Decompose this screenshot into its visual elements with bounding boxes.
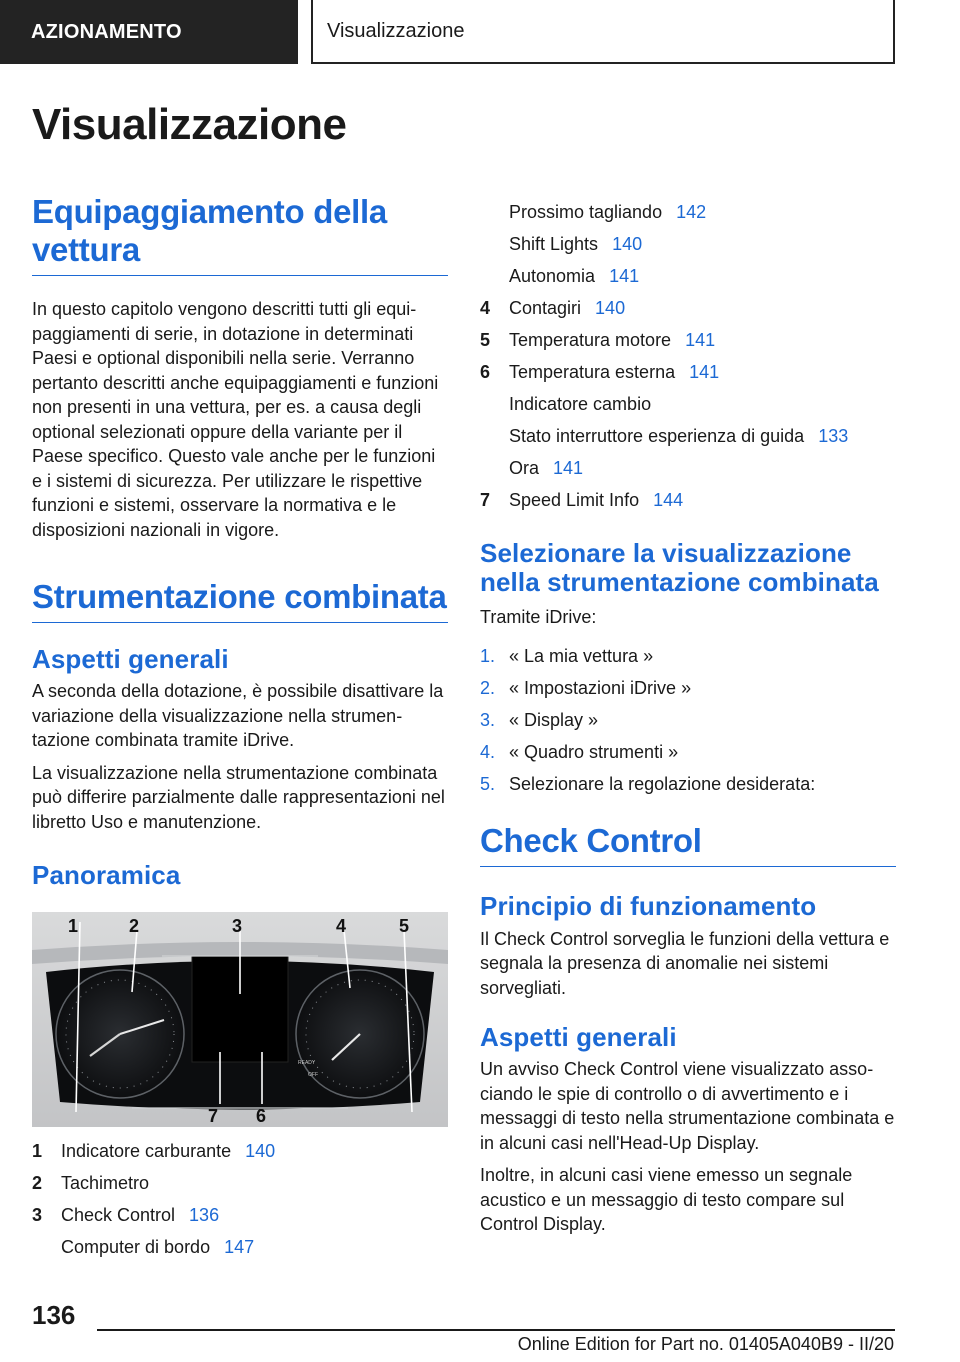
page-reference-link[interactable]: 136: [189, 1205, 220, 1225]
section-tab: [0, 0, 298, 64]
page-reference-link[interactable]: 140: [245, 1141, 276, 1161]
legend-label: Ora: [509, 458, 540, 478]
legend-number: [480, 196, 509, 228]
page-reference-link[interactable]: 140: [612, 234, 643, 254]
legend-text: [509, 292, 896, 324]
legend-label: Prossimo tagliando: [509, 202, 663, 222]
paragraph-tramite: Tramite iDrive:: [480, 607, 597, 627]
heading-strumentazione: Strumentazione combinata: [32, 578, 448, 623]
page-reference-link[interactable]: 141: [689, 362, 720, 382]
legend-number: [480, 260, 509, 292]
heading-panoramica: Panoramica: [32, 860, 181, 890]
heading-selezionare: Selezionare la visualizzazione nella strumentazione combinata: [480, 538, 879, 597]
step-item: [480, 640, 896, 672]
legend-number: 5: [480, 330, 491, 350]
legend-text: [509, 260, 896, 292]
heading-equipaggiamento: Equipaggiamento della vettura: [32, 193, 448, 276]
legend-label: Stato interruttore esperienza di guida: [509, 426, 805, 446]
legend-item: [480, 292, 896, 324]
legend-number: 6: [480, 362, 491, 382]
legend-item: [480, 420, 896, 452]
legend-item: [480, 388, 896, 420]
legend-number: 7: [480, 490, 491, 510]
legend-text: [509, 228, 896, 260]
legend-text: [509, 324, 896, 356]
legend-text: [61, 1167, 448, 1199]
heading-principio: Principio di funzionamento: [480, 890, 817, 921]
legend-item: [32, 1199, 448, 1231]
page-title: Visualizzazione: [32, 100, 347, 149]
callout-5: 5: [399, 916, 410, 936]
footer-edition: Online Edition for Part no. 01405A040B9 - II/20: [517, 1334, 894, 1354]
callout-1: 1: [68, 916, 79, 936]
section-label: AZIONAMENTO: [31, 20, 182, 43]
legend-text: [61, 1135, 448, 1167]
legend-label: Check Control: [61, 1205, 176, 1225]
legend-list-left: [32, 1135, 448, 1263]
legend-text: [61, 1231, 448, 1263]
step-text: « Display »: [509, 709, 599, 730]
callout-2: 2: [129, 916, 140, 936]
paragraph-equipaggiamento: In questo capitolo vengono descritti tutti gli equipaggiamenti di serie, in dotazione in determinati Paesi e optional disponibili nella serie. Verranno pertanto descritti anche equipaggiamenti e funzioni non presenti in una vettura, per es. a causa degli optional selezionati oppure della variante per il Paese specifico. Questo vale anche per le funzioni e i sistemi di sicurezza. Per utilizzare le rispettive funzioni e sistemi, osservare la normativa e le disposizioni nazionali in vigore.: [32, 299, 439, 540]
legend-label: Contagiri: [509, 298, 582, 318]
legend-text: [509, 388, 896, 420]
step-item: [480, 736, 896, 768]
legend-item: [480, 228, 896, 260]
legend-number: [480, 420, 509, 452]
step-text: « La mia vettura »: [509, 645, 654, 666]
step-number: 4.: [480, 741, 496, 762]
paragraph-aspetti-2: La visualizzazione nella strumentazione combinata può differire parzialmente dalle rappresentazioni nel libretto Uso e manutenzione.: [32, 762, 445, 832]
legend-item: [480, 356, 896, 388]
legend-label: Temperatura esterna: [509, 362, 676, 382]
step-text: « Quadro strumenti »: [509, 741, 679, 762]
legend-label: Indicatore cambio: [509, 394, 652, 414]
legend-number: [32, 1231, 61, 1263]
paragraph-aspetti-check-2: Inoltre, in alcuni casi viene emesso un segnale acustico e un messaggio di testo compare sul Control Display.: [480, 1165, 853, 1234]
instrument-cluster-image: [32, 912, 448, 1127]
legend-label: Autonomia: [509, 266, 596, 286]
legend-text: [509, 484, 896, 516]
legend-label: Speed Limit Info: [509, 490, 640, 510]
legend-label: Indicatore carburante: [61, 1141, 232, 1161]
legend-item: [32, 1135, 448, 1167]
legend-number: 3: [32, 1205, 43, 1225]
page-reference-link[interactable]: 147: [224, 1237, 255, 1257]
step-number: 1.: [480, 645, 496, 666]
page-reference-link[interactable]: 140: [595, 298, 626, 318]
heading-check-control: Check Control: [480, 822, 896, 867]
page-reference-link[interactable]: 144: [653, 490, 684, 510]
legend-list-right: [480, 196, 896, 516]
step-number: 3.: [480, 709, 496, 730]
page-reference-link[interactable]: 141: [685, 330, 716, 350]
step-item: [480, 768, 896, 800]
left-column: [32, 193, 448, 1263]
legend-number: [480, 388, 509, 420]
legend-number: 2: [32, 1173, 43, 1193]
legend-item: [480, 324, 896, 356]
legend-item: [480, 484, 896, 516]
legend-text: [61, 1199, 448, 1231]
step-item: [480, 672, 896, 704]
step-number: 5.: [480, 773, 496, 794]
page-reference-link[interactable]: 142: [676, 202, 707, 222]
legend-text: [509, 452, 896, 484]
topic-tab: [311, 0, 895, 64]
legend-label: Temperatura motore: [509, 330, 672, 350]
legend-item: [480, 260, 896, 292]
off-label: OFF: [308, 1072, 318, 1078]
page-reference-link[interactable]: 141: [609, 266, 640, 286]
legend-item: [480, 196, 896, 228]
ready-label: READY: [298, 1060, 316, 1066]
callout-3: 3: [232, 916, 243, 936]
legend-label: Computer di bordo: [61, 1237, 211, 1257]
legend-number: 1: [32, 1141, 43, 1161]
page-reference-link[interactable]: 133: [818, 426, 849, 446]
legend-item: [32, 1167, 448, 1199]
legend-item: [480, 452, 896, 484]
step-text: « Impostazioni iDrive »: [509, 677, 692, 698]
legend-text: [509, 420, 896, 452]
legend-number: 4: [480, 298, 491, 318]
page-reference-link[interactable]: 141: [553, 458, 584, 478]
right-column: [480, 196, 896, 1237]
callout-6: 6: [256, 1106, 267, 1126]
legend-label: Shift Lights: [509, 234, 599, 254]
topic-label: Visualizzazione: [327, 19, 465, 42]
legend-text: [509, 356, 896, 388]
callout-7: 7: [208, 1106, 219, 1126]
paragraph-principio: Il Check Control sorveglia le funzioni della vettura e segnala la presenza di anomalie nei sistemi sorvegliati.: [480, 928, 890, 998]
step-item: [480, 704, 896, 736]
paragraph-aspetti-check-1: Un avviso Check Control viene visualizzato associando le spie di controllo o di avvertimento e i messaggi di testo nella strumentazione combinata e in alcuni casi nell'Head-Up Display.: [480, 1059, 895, 1153]
page-number: 136: [32, 1300, 76, 1330]
legend-number: [480, 228, 509, 260]
legend-item: [32, 1231, 448, 1263]
callout-4: 4: [336, 916, 347, 936]
legend-text: [509, 196, 896, 228]
heading-aspetti-generali-2: Aspetti generali: [480, 1022, 677, 1052]
legend-number: [480, 452, 509, 484]
heading-aspetti-generali: Aspetti generali: [32, 644, 229, 674]
legend-label: Tachimetro: [61, 1173, 150, 1193]
step-number: 2.: [480, 677, 496, 698]
step-text: Selezionare la regolazione desiderata:: [509, 773, 816, 794]
paragraph-aspetti-1: A seconda della dotazione, è possibile disattivare la variazione della visualizzazione nella strumentazione combinata tramite iDrive.: [32, 681, 444, 750]
footer-divider: [97, 1329, 895, 1331]
steps-list: [480, 640, 896, 800]
